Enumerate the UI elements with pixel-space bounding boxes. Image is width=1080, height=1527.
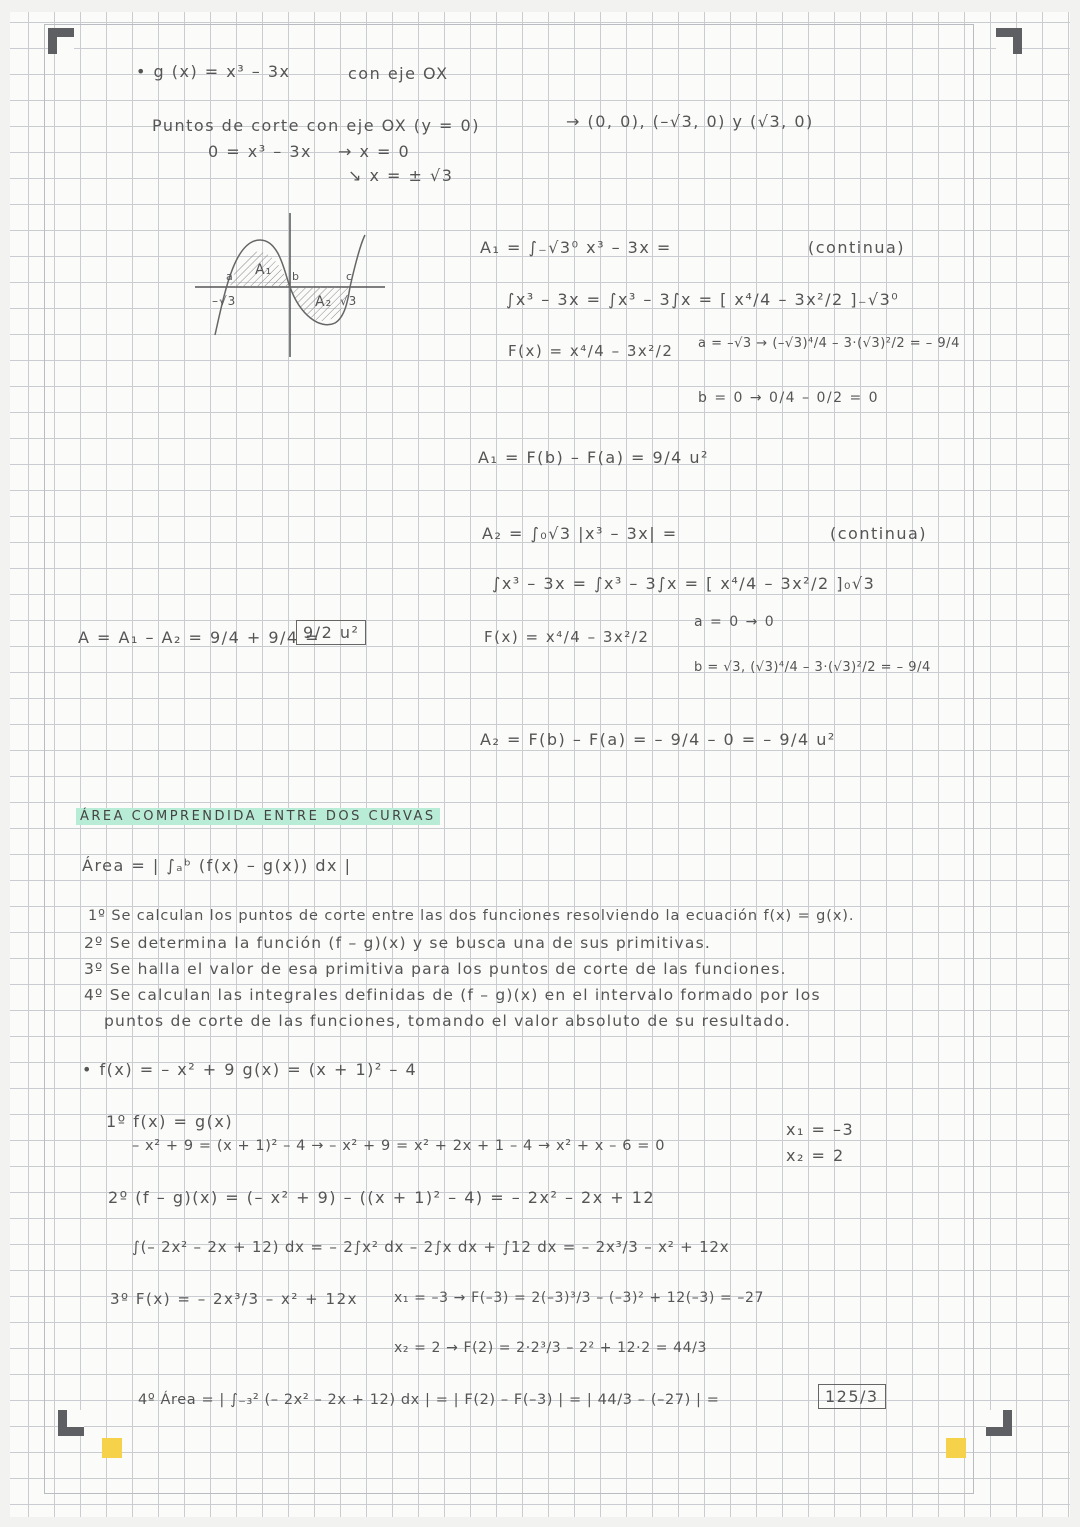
corner-marker-bottom-right-icon [986, 1410, 1012, 1436]
example-final-result: 125/3 [818, 1384, 886, 1409]
example-step-1-title: 1º f(x) = g(x) [106, 1112, 234, 1131]
example-step-3-eval-x2: x₂ = 2 → F(2) = 2·2³/3 – 2² + 12·2 = 44/3 [394, 1340, 707, 1356]
a2-result: A₂ = F(b) – F(a) = – 9/4 – 0 = – 9/4 u² [480, 730, 836, 749]
step-1: 1º Se calculan los puntos de corte entre las dos funciones resolviendo la ecuación f(x) = g(x). [88, 908, 855, 924]
root-two: ↘ x = ± √3 [348, 166, 454, 185]
a2-eval-b: b = √3, (√3)⁴/4 – 3·(√3)²/2 = – 9/4 [694, 660, 931, 675]
graph-label-a2: A₂ [315, 294, 333, 310]
total-area-expression: A = A₁ – A₂ = 9/4 + 9/4 = [78, 628, 321, 647]
step-4: 4º Se calculan las integrales definidas de (f – g)(x) en el intervalo formado por los [84, 986, 821, 1004]
yellow-tab-left [102, 1438, 122, 1458]
a1-result: A₁ = F(b) – F(a) = 9/4 u² [478, 448, 709, 467]
section-heading: ÁREA COMPRENDIDA ENTRE DOS CURVAS [76, 808, 440, 825]
a1-eval-b: b = 0 → 0/4 – 0/2 = 0 [698, 390, 880, 406]
a1-big-f: F(x) = x⁴/4 – 3x²/2 [508, 342, 674, 360]
total-area-result: 9/2 u² [296, 620, 366, 645]
graph-label-a1: A₁ [255, 262, 273, 278]
corner-marker-bottom-left-icon [58, 1410, 84, 1436]
example-step-2-integral: ∫(– 2x² – 2x + 12) dx = – 2∫x² dx – 2∫x dx + ∫12 dx = – 2x³/3 – x² + 12x [132, 1238, 730, 1256]
step-4-continued: puntos de corte de las funciones, tomando el valor absoluto de su resultado. [104, 1012, 792, 1030]
a2-primitive: ∫x³ – 3x = ∫x³ – 3∫x = [ x⁴/4 – 3x²/2 ]₀√3 [492, 574, 876, 593]
graph-tick-positive: √3 [340, 294, 358, 308]
function-definition: • g (x) = x³ – 3x [136, 62, 291, 81]
cubic-sketch [190, 205, 400, 365]
root-one: → x = 0 [338, 142, 411, 161]
equation: 0 = x³ – 3x [208, 142, 312, 161]
a1-primitive: ∫x³ – 3x = ∫x³ – 3∫x = [ x⁴/4 – 3x²/2 ]₋√3⁰ [506, 290, 900, 309]
example-step-3-primitive: 3º F(x) = – 2x³/3 – x² + 12x [110, 1290, 358, 1308]
a2-integral: A₂ = ∫₀√3 |x³ – 3x| = [482, 524, 678, 543]
axis-note: con eje OX [348, 64, 449, 83]
example-root-x2: x₂ = 2 [786, 1146, 845, 1165]
graph-mark-c: c [346, 270, 354, 283]
a2-eval-a: a = 0 → 0 [694, 614, 776, 630]
a2-big-f: F(x) = x⁴/4 – 3x²/2 [484, 628, 650, 646]
a2-continua: (continua) [830, 524, 928, 543]
graph-tick-negative: –√3 [212, 294, 237, 308]
a1-eval-a: a = –√3 → (–√3)⁴/4 – 3·(√3)²/2 = – 9/4 [698, 336, 960, 351]
step-2: 2º Se determina la función (f – g)(x) y se busca una de sus primitivas. [84, 934, 712, 952]
graph-mark-a: a [226, 270, 234, 283]
corner-marker-top-right-icon [996, 28, 1022, 54]
example-step-1-equation: – x² + 9 = (x + 1)² – 4 → – x² + 9 = x² + 2x + 1 – 4 → x² + x – 6 = 0 [132, 1138, 666, 1154]
area-formula: Área = | ∫ₐᵇ (f(x) – g(x)) dx | [82, 856, 352, 875]
cut-points-result: → (0, 0), (–√3, 0) y (√3, 0) [566, 112, 814, 131]
yellow-tab-right [946, 1438, 966, 1458]
graph-mark-b: b [292, 270, 300, 283]
a1-integral: A₁ = ∫₋√3⁰ x³ – 3x = [480, 238, 672, 257]
step-3: 3º Se halla el valor de esa primitiva para los puntos de corte de las funciones. [84, 960, 787, 978]
example-functions: • f(x) = – x² + 9 g(x) = (x + 1)² – 4 [82, 1060, 418, 1079]
example-step-4: 4º Área = | ∫₋₃² (– 2x² – 2x + 12) dx | = | F(2) – F(–3) | = | 44/3 – (–27) | = [138, 1392, 720, 1408]
example-step-3-eval-x1: x₁ = –3 → F(–3) = 2(–3)³/3 – (–3)² + 12(–3) = –27 [394, 1290, 765, 1306]
example-root-x1: x₁ = –3 [786, 1120, 855, 1139]
corner-marker-top-left-icon [48, 28, 74, 54]
a1-continua: (continua) [808, 238, 906, 257]
cut-points-label: Puntos de corte con eje OX (y = 0) [152, 116, 480, 135]
example-step-2: 2º (f – g)(x) = (– x² + 9) – ((x + 1)² – 4) = – 2x² – 2x + 12 [108, 1188, 656, 1207]
